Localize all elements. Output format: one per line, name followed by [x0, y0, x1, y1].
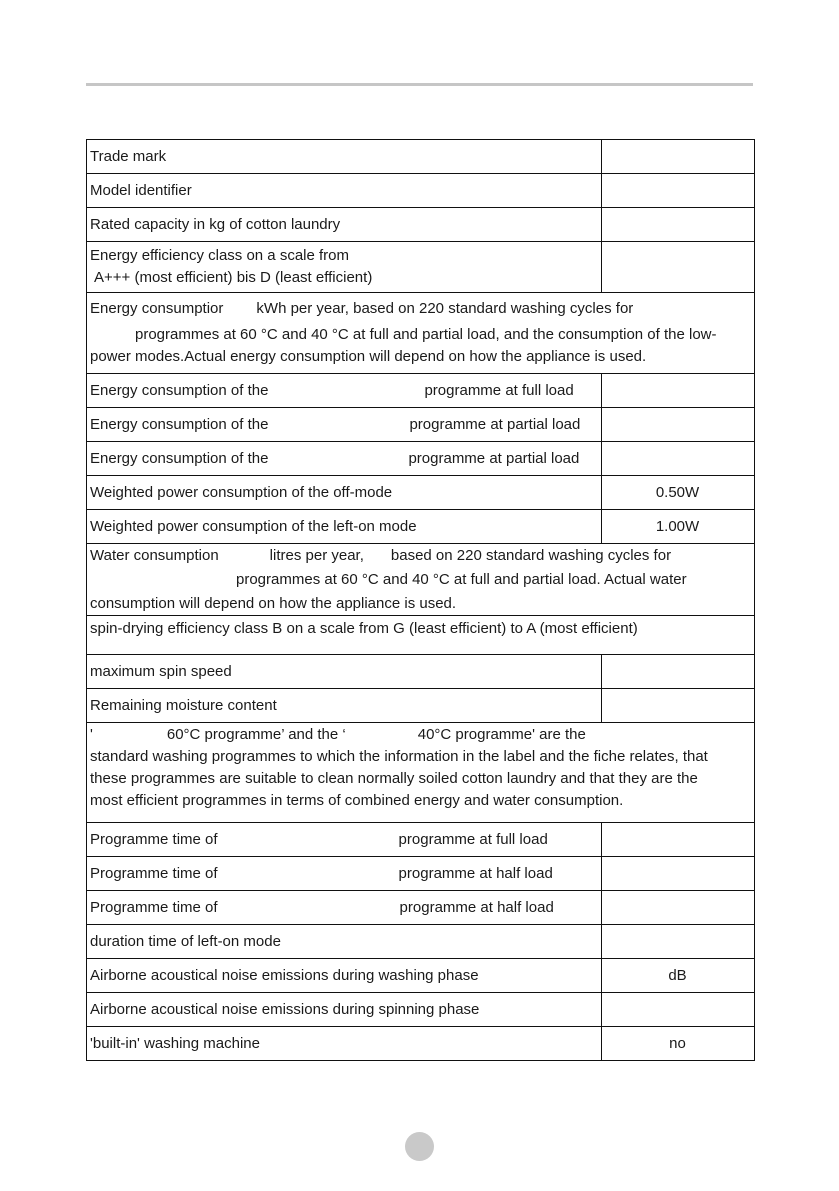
- water-part3: based on 220 standard washing cycles for: [390, 546, 672, 564]
- time-half-a-part2: programme at half load: [398, 864, 553, 882]
- energy-partial-b-part1: Energy consumption of the: [90, 449, 269, 467]
- time-half-b-part1: Programme time of: [90, 898, 218, 916]
- energy-full-part2: programme at full load: [424, 381, 574, 399]
- standard-programmes-line3: these programmes are suitable to clean normally soiled cotton laundry and that they are the: [90, 770, 698, 787]
- row-max-spin: [87, 655, 755, 689]
- moisture-value: [602, 689, 755, 723]
- row-rated-capacity: [87, 208, 755, 242]
- built-in-label: 'built-in' washing machine: [87, 1027, 602, 1061]
- row-energy-full: [87, 374, 755, 408]
- row-energy-class: [87, 242, 755, 293]
- left-on-duration-value: [602, 925, 755, 959]
- standard-programmes-part1: ': [90, 726, 93, 743]
- trade-mark-value: [602, 140, 755, 174]
- noise-washing-label: Airborne acoustical noise emissions during washing phase: [87, 959, 602, 993]
- energy-partial-b-value: [602, 442, 755, 476]
- energy-full-value: [602, 374, 755, 408]
- water-part1: Water consumption: [90, 546, 219, 564]
- standard-programmes-part3: 40°C programme' are the: [417, 726, 586, 743]
- row-water: [87, 544, 755, 616]
- row-trade-mark: [87, 140, 755, 174]
- energy-partial-a-value: [602, 408, 755, 442]
- time-half-b-label: [87, 891, 602, 925]
- row-time-half-a: [87, 857, 755, 891]
- energy-full-part1: Energy consumption of the: [90, 381, 269, 399]
- time-half-a-part1: Programme time of: [90, 864, 218, 882]
- trade-mark-label: Trade mark: [87, 140, 602, 174]
- product-fiche-table: [86, 139, 755, 1061]
- standard-programmes-text: [87, 723, 755, 823]
- row-noise-washing: [87, 959, 755, 993]
- model-identifier-label: Model identifier: [87, 174, 602, 208]
- row-left-on-mode: [87, 510, 755, 544]
- noise-spinning-label: Airborne acoustical noise emissions during spinning phase: [87, 993, 602, 1027]
- energy-partial-b-part2: programme at partial load: [408, 449, 580, 467]
- row-energy-partial-b: [87, 442, 755, 476]
- time-half-b-part2: programme at half load: [399, 898, 554, 916]
- row-standard-programmes: [87, 723, 755, 823]
- rated-capacity-value: [602, 208, 755, 242]
- energy-annual-text: [87, 293, 755, 374]
- energy-class-line2: A+++ (most efficient) bis D (least efficient): [94, 269, 373, 286]
- time-half-b-value: [602, 891, 755, 925]
- water-line3: consumption will depend on how the appliance is used.: [90, 594, 457, 612]
- left-on-mode-value: 1.00W: [602, 510, 755, 544]
- energy-class-label: [87, 242, 602, 293]
- left-on-mode-label: Weighted power consumption of the left-on mode: [87, 510, 602, 544]
- noise-spinning-value: [602, 993, 755, 1027]
- row-model-identifier: [87, 174, 755, 208]
- left-on-duration-label: duration time of left-on mode: [87, 925, 602, 959]
- off-mode-label: Weighted power consumption of the off-mode: [87, 476, 602, 510]
- energy-partial-a-part2: programme at partial load: [409, 415, 581, 433]
- row-spin-class: [87, 616, 755, 655]
- water-text: [87, 544, 755, 616]
- row-energy-annual: [87, 293, 755, 374]
- standard-programmes-line4: most efficient programmes in terms of combined energy and water consumption.: [90, 792, 624, 809]
- page-number-dot: [405, 1132, 434, 1161]
- water-line2: programmes at 60 °C and 40 °C at full and partial load. Actual water: [236, 570, 687, 588]
- noise-washing-value: dB: [602, 959, 755, 993]
- max-spin-label: maximum spin speed: [87, 655, 602, 689]
- model-identifier-value: [602, 174, 755, 208]
- row-time-half-b: [87, 891, 755, 925]
- energy-class-line1: Energy efficiency class on a scale from: [90, 247, 350, 264]
- time-full-part1: Programme time of: [90, 830, 218, 848]
- time-full-value: [602, 823, 755, 857]
- energy-annual-part1: Energy consumptior: [90, 300, 224, 317]
- max-spin-value: [602, 655, 755, 689]
- rated-capacity-label: Rated capacity in kg of cotton laundry: [87, 208, 602, 242]
- spin-class-label: spin-drying efficiency class B on a scale from G (least efficient) to A (most efficient): [87, 616, 755, 655]
- standard-programmes-part2: 60°C programme’ and the ‘: [166, 726, 346, 743]
- header-rule: [86, 83, 753, 86]
- energy-partial-a-label: [87, 408, 602, 442]
- row-moisture: [87, 689, 755, 723]
- moisture-label: Remaining moisture content: [87, 689, 602, 723]
- energy-annual-line2: programmes at 60 °C and 40 °C at full and partial load, and the consumption of the low-: [135, 326, 717, 343]
- time-half-a-value: [602, 857, 755, 891]
- energy-annual-part2: kWh per year, based on 220 standard washing cycles for: [256, 300, 634, 317]
- water-part2: litres per year,: [269, 546, 364, 564]
- row-built-in: [87, 1027, 755, 1061]
- row-noise-spinning: [87, 993, 755, 1027]
- standard-programmes-line2: standard washing programmes to which the information in the label and the fiche relates, that: [90, 748, 708, 765]
- row-energy-partial-a: [87, 408, 755, 442]
- time-full-label: [87, 823, 602, 857]
- energy-annual-line3: power modes.Actual energy consumption will depend on how the appliance is used.: [90, 348, 647, 365]
- off-mode-value: 0.50W: [602, 476, 755, 510]
- row-left-on-duration: [87, 925, 755, 959]
- energy-partial-a-part1: Energy consumption of the: [90, 415, 269, 433]
- energy-partial-b-label: [87, 442, 602, 476]
- row-time-full: [87, 823, 755, 857]
- energy-full-label: [87, 374, 602, 408]
- time-full-part2: programme at full load: [398, 830, 548, 848]
- energy-class-value: [602, 242, 755, 293]
- row-off-mode: [87, 476, 755, 510]
- time-half-a-label: [87, 857, 602, 891]
- built-in-value: no: [602, 1027, 755, 1061]
